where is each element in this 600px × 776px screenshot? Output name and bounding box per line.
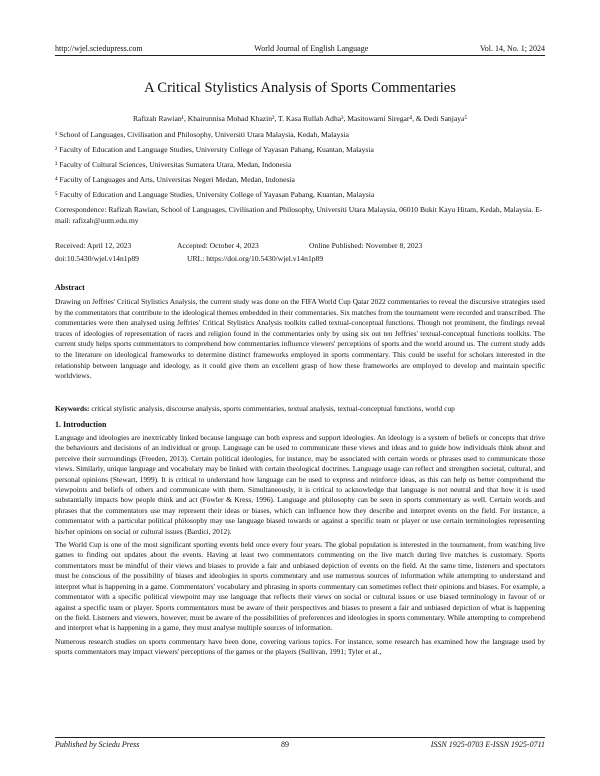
paragraph: The World Cup is one of the most significant sporting events held once every four years. The global population is interested in the tournament, from watching live games to finding out updates about the events. Having at least two commentators commenting on the live match during live matches is customary. Sports commentators must be mindful of their views and biases to provide a fair and unbiased depiction of events on the field. At the same time, listeners and spectators must be conscious of the possibility of biases and ideologies in sports commentary and use numerous sources of information while attempting to understand and interpret what is happening in a game. Commentators' vocabulary and phrasing in sports commentary can sometimes reflect their opinions and biases. For example, a commentator with a specific political viewpoint may use language that reflects their views on social or cultural issues or use biased terminology in favour of or against a specific team or player. Sports commentators must be aware of their perspectives and biases to present a fair and unbiased depiction of what is happening on the field. Listeners and viewers, however, must be aware of the possibilities of preferences and ideologies in sports commentary. While attempting to comprehend and interpret what is happening in a game, they must analyse multiple sources of information. <box>55 540 545 633</box>
author-list: Rafizah Rawian¹, Khairunnisa Mohad Khazin², T. Kasa Rullah Adha³, Masitowarni Siregar⁴, & Dedi Sanjaya⁵ <box>132 114 468 123</box>
body-text <box>55 433 545 661</box>
abstract-heading: Abstract <box>55 283 85 292</box>
affiliation-5: ⁵ Faculty of Education and Language Studies, University College of Yayasan Pahang, Kuantan, Malaysia <box>55 190 375 199</box>
doi-url[interactable]: URL: https://doi.org/10.5430/wjel.v14n1p89 <box>187 254 324 263</box>
keywords <box>55 404 545 413</box>
paragraph: Language and ideologies are inextricably linked because language can both express and support ideologies. An ideology is a system of beliefs or concepts that drive the behaviours and decisions of an individual or group. Language can be used to communicate these views and ideas and to guide how individuals think about and perceive their surroundings (Freeden, 2013). Certain political ideologies, for instance, may be associated with certain words or phrases used to communicate those views. Similarly, unique language and vocabulary may be linked with certain theological doctrines. Language usage can reflect and strengthen societal, cultural, and personal opinions (Stewart, 1999). It is critical to understand how language can be used to express and reinforce ideas, as this can help us better comprehend the viewpoints and beliefs of others and communicate with them. Simultaneously, it is critical to acknowledge that language is not neutral and that how it is used substantially impacts how people think and act (Fowler & Kress, 1996). Language and philosophy can be seen in sports commentary as well. Certain words and phrases that the commentators use may represent their ideas or biases, which can influence how they describe and interpret events on the field. For instance, a commentator with a particular political philosophy may use language biased towards or against a specific team or player or use certain terminologies representing his/her opinions on social or cultural issues (Bardici, 2012). <box>55 433 545 536</box>
published-date: Online Published: November 8, 2023 <box>309 241 423 250</box>
publication-dates <box>55 239 545 265</box>
journal-url[interactable]: http://wjel.sciedupress.com <box>55 44 143 53</box>
page-footer <box>55 737 545 749</box>
page-number: 89 <box>281 740 290 749</box>
publisher: Published by Sciedu Press <box>55 740 140 749</box>
paragraph: Numerous research studies on sports commentary have been done, covering various topics. For instance, some research has examined how the language used by sports commentators may impact viewers' perceptions of the games or the players (Sullivan, 1991; Tyler et al., <box>55 636 545 657</box>
paper-title: A Critical Stylistics Analysis of Sports Commentaries <box>144 80 456 96</box>
affiliation-4: ⁴ Faculty of Languages and Arts, Universitas Negeri Medan, Medan, Indonesia <box>55 175 295 184</box>
section-heading: 1. Introduction <box>55 420 107 429</box>
accepted-date: Accepted: October 4, 2023 <box>177 241 259 250</box>
received-date: Received: April 12, 2023 <box>55 241 132 250</box>
correspondence: Correspondence: Rafizah Rawian, School of Languages, Civilisation and Philosophy, Universiti Utara Malaysia, 06010 Bukit Kayu Hitam, Kedah, Malaysia. E-mail: rafizah@uum.edu.my <box>55 205 543 225</box>
volume-info: Vol. 14, No. 1; 2024 <box>480 44 545 53</box>
doi: doi:10.5430/wjel.v14n1p89 <box>55 254 139 263</box>
affiliation-2: ² Faculty of Education and Language Studies, University College of Yayasan Pahang, Kuantan, Malaysia <box>55 145 374 154</box>
issn: ISSN 1925-0703 E-ISSN 1925-0711 <box>430 740 545 749</box>
affiliation-1: ¹ School of Languages, Civilisation and Philosophy, Universiti Utara Malaysia, Kedah, Malaysia <box>55 130 349 139</box>
keywords-label: Keywords: <box>55 404 90 413</box>
keywords-text: critical stylistic analysis, discourse analysis, sports commentaries, textual analysis, textual-conceptual functions, world cup <box>91 404 455 413</box>
abstract-text: Drawing on Jeffries' Critical Stylistics Analysis, the current study was done on the FIFA World Cup Qatar 2022 commentaries to reveal the discursive strategies used by the commentators that contribute to the ideological themes embedded in their commentaries. Six matches from the tournament were recorded and transcribed. The commentaries were then analysed using Jeffries' Critical Stylistics Analysis toolkits called textual-conceptual functions. Though not prominent, the findings reveal traces of ideologies of representation of races and religion found in the commentaries only by using six out ten Jeffries' textual-conceptual functions toolkits. The current study helps sports commentators to comprehend how commentaries influence viewers' perceptions of sports and the world around us. The current study adds to the literature on ideological frameworks to determine distinct frameworks employed in sports commentary. This could be useful for scholars interested in the relationship between language and ideology, as it could give them an excellent grasp of how these frameworks are employed to develop and maintain specific worldviews. <box>55 297 545 381</box>
running-header <box>55 44 545 56</box>
journal-name: World Journal of English Language <box>254 44 369 53</box>
affiliations <box>55 127 545 226</box>
affiliation-3: ³ Faculty of Cultural Sciences, Universitas Sumatera Utara, Medan, Indonesia <box>55 160 292 169</box>
